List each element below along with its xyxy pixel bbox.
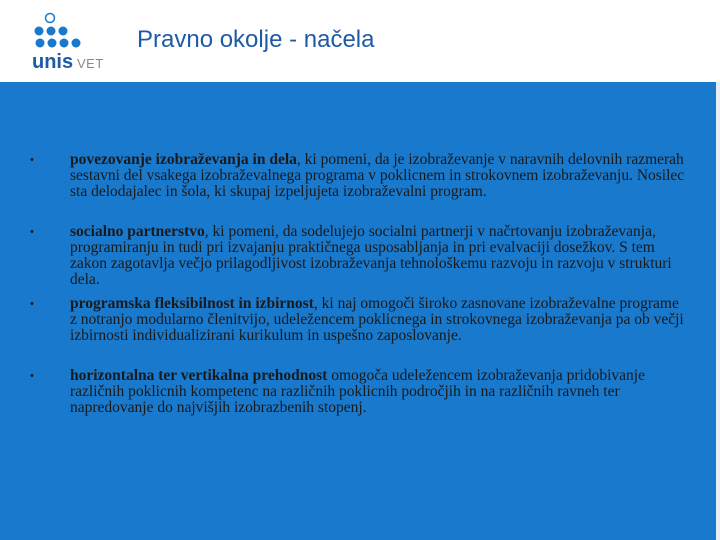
slide-content [0, 82, 720, 540]
bullet-icon: • [30, 154, 34, 166]
unisvet-logo [30, 10, 130, 72]
bullet-item-education-work [28, 152, 688, 200]
bullet-icon: • [30, 298, 34, 310]
bullet-icon: • [30, 226, 34, 238]
slide-header [0, 0, 720, 82]
svg-text:unis: unis [32, 51, 74, 72]
bullet-icon: • [30, 370, 34, 382]
bullet-text: , ki pomeni, da sodelujejo socialni partnerji v načrtovanju izobraževanja, programiranju in tudi pri izvajanju praktičnega usposabljanja in pri evalvaciji dosežkov. S tem zakon zagotavlja večjo prilagodljivost izobraževanja tehnološkemu razvoju in razvoju v strukturi dela. [70, 223, 672, 288]
svg-text:VET: VET [77, 56, 104, 71]
bullet-text: , ki pomeni, da je izobraževanje v naravnih delovnih razmerah sestavni del vsakega izobraževalnega programa v poklicnem in strokovnem izobraževanju. Nosilec sta delodajalec in šola, ki skupaj izpeljujeta izobraževalni program. [70, 151, 685, 200]
bullet-lead: programska fleksibilnost in izbirnost [70, 295, 314, 312]
bullet-list [28, 152, 688, 416]
bullet-item-social-partnership [28, 224, 688, 288]
unisvet-logo-graphic [30, 10, 130, 72]
bullet-lead: povezovanje izobraževanja in dela [70, 151, 297, 168]
bullet-text: , ki naj omogoči široko zasnovane izobraževalne programe z notranjo modularno členitvijo, udeležencem poklicnega in strokovnega izobraževanja pa ob večji izbirnosti individualizirani kurikulum in uspešno zaposlovanje. [70, 295, 684, 344]
bullet-lead: socialno partnerstvo [70, 223, 205, 240]
slide-right-edge [716, 82, 720, 540]
bullet-item-transition [28, 368, 688, 416]
bullet-lead: horizontalna ter vertikalna prehodnost [70, 367, 328, 384]
bullet-text: omogoča udeležencem izobraževanja pridobivanje različnih poklicnih kompetenc na različnih poklicnih področjih in na različnih ravneh ter napredovanje do najvišjih izobrazbenih stopenj. [70, 367, 645, 416]
bullet-item-program-flexibility [28, 296, 688, 344]
slide-title: Pravno okolje - načela [137, 26, 375, 53]
